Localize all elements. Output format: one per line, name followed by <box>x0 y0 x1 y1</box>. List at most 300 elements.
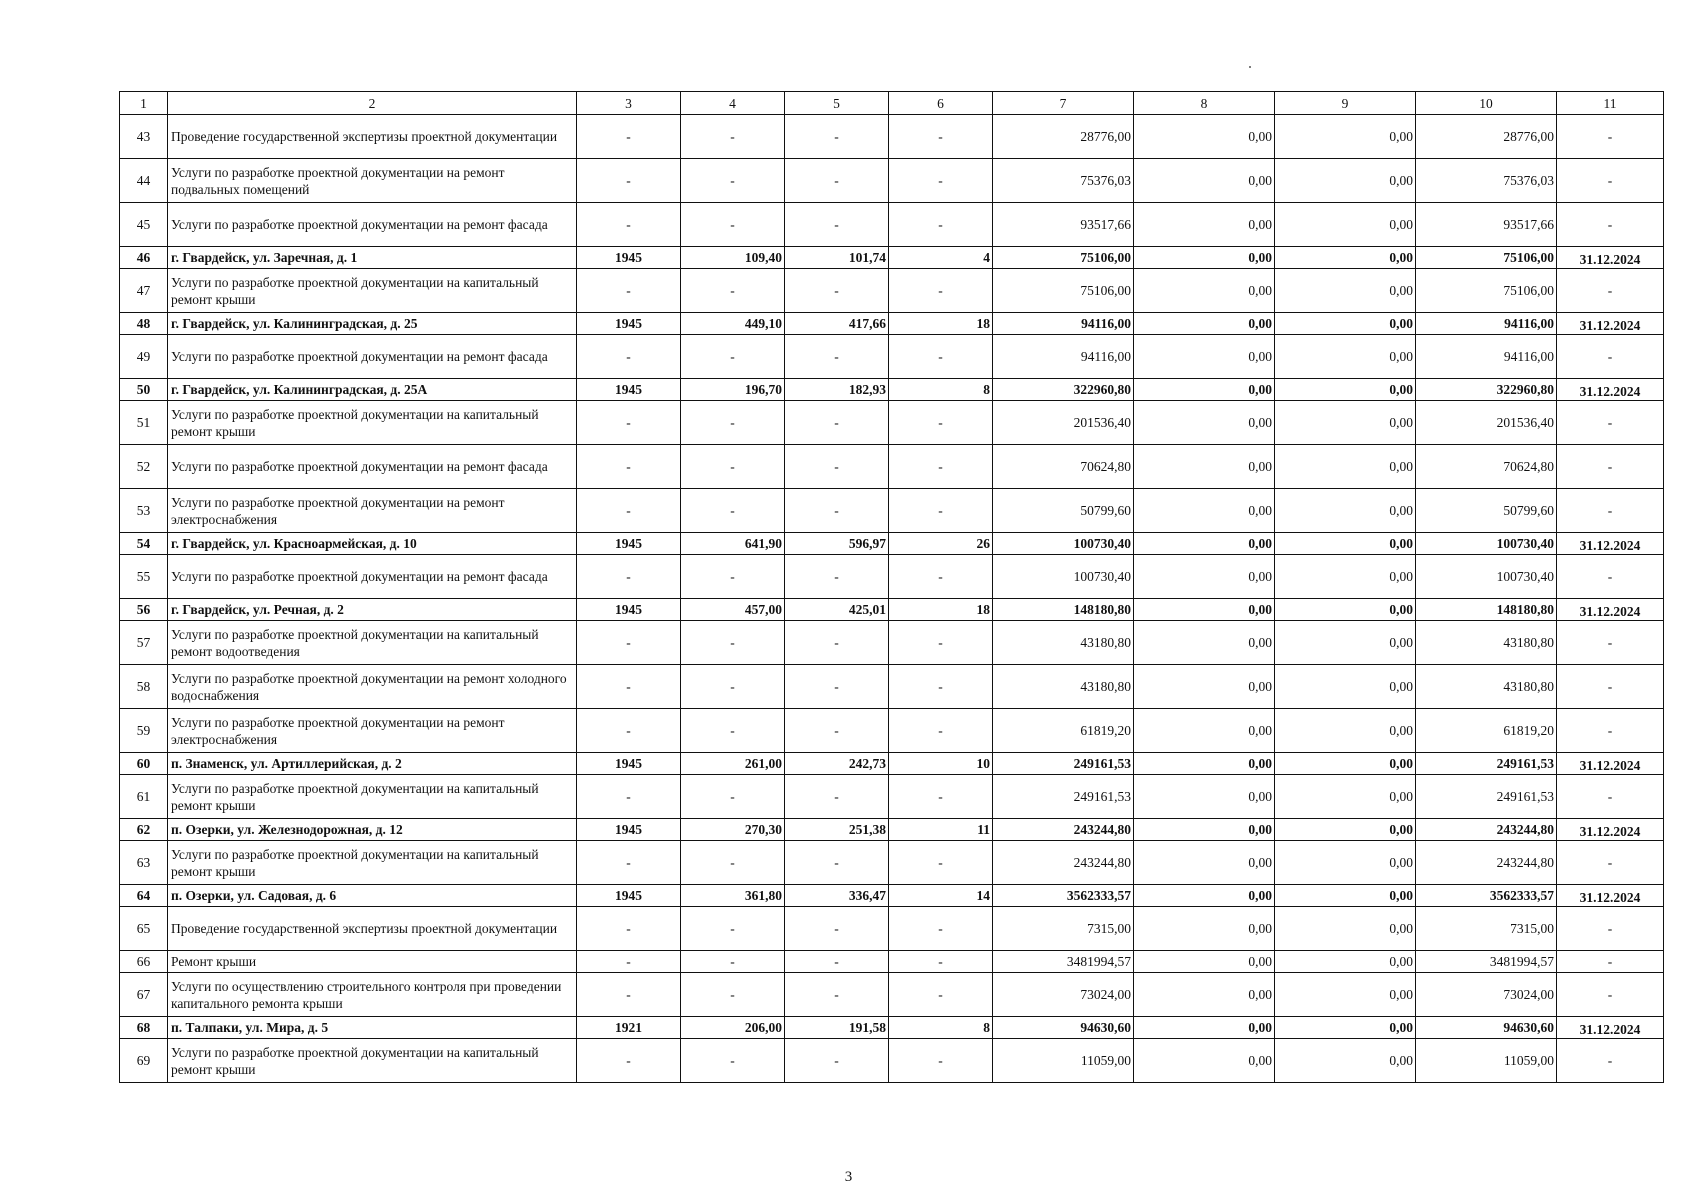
deadline-cell: 31.12.2024 <box>1557 313 1664 335</box>
fund-owners-cell: 7315,00 <box>1416 907 1557 951</box>
fund-owners-cell: 322960,80 <box>1416 379 1557 401</box>
fund-regional-cell: 0,00 <box>1275 819 1416 841</box>
area-living-cell: - <box>785 203 889 247</box>
deadline-cell: 31.12.2024 <box>1557 885 1664 907</box>
total-cost-cell: 243244,80 <box>993 841 1134 885</box>
deadline-cell: - <box>1557 401 1664 445</box>
residents-cell: 10 <box>889 753 993 775</box>
column-header: 2 <box>168 92 577 115</box>
area-living-cell: - <box>785 269 889 313</box>
address-row <box>120 533 1664 555</box>
area-living-cell: 336,47 <box>785 885 889 907</box>
residents-cell: - <box>889 489 993 533</box>
fund-federal-cell: 0,00 <box>1134 973 1275 1017</box>
fund-federal-cell: 0,00 <box>1134 1017 1275 1039</box>
service-row <box>120 555 1664 599</box>
fund-regional-cell: 0,00 <box>1275 973 1416 1017</box>
fund-owners-cell: 11059,00 <box>1416 1039 1557 1083</box>
area-total-cell: - <box>681 621 785 665</box>
row-number: 45 <box>120 203 168 247</box>
fund-regional-cell: 0,00 <box>1275 533 1416 555</box>
deadline-cell: - <box>1557 709 1664 753</box>
row-number: 63 <box>120 841 168 885</box>
deadline-cell: 31.12.2024 <box>1557 533 1664 555</box>
year-cell: 1945 <box>577 313 681 335</box>
year-cell: - <box>577 203 681 247</box>
row-name: г. Гвардейск, ул. Заречная, д. 1 <box>168 247 577 269</box>
year-cell: 1945 <box>577 885 681 907</box>
year-cell: - <box>577 775 681 819</box>
fund-regional-cell: 0,00 <box>1275 159 1416 203</box>
area-living-cell: - <box>785 951 889 973</box>
fund-federal-cell: 0,00 <box>1134 819 1275 841</box>
area-total-cell: - <box>681 489 785 533</box>
residents-cell: - <box>889 775 993 819</box>
year-cell: 1945 <box>577 599 681 621</box>
fund-federal-cell: 0,00 <box>1134 115 1275 159</box>
row-number: 46 <box>120 247 168 269</box>
fund-federal-cell: 0,00 <box>1134 709 1275 753</box>
area-total-cell: 449,10 <box>681 313 785 335</box>
deadline-cell: - <box>1557 269 1664 313</box>
fund-federal-cell: 0,00 <box>1134 489 1275 533</box>
fund-owners-cell: 75106,00 <box>1416 269 1557 313</box>
service-row <box>120 665 1664 709</box>
fund-federal-cell: 0,00 <box>1134 401 1275 445</box>
area-total-cell: - <box>681 951 785 973</box>
residents-cell: - <box>889 115 993 159</box>
area-total-cell: 109,40 <box>681 247 785 269</box>
fund-federal-cell: 0,00 <box>1134 1039 1275 1083</box>
fund-regional-cell: 0,00 <box>1275 203 1416 247</box>
fund-owners-cell: 43180,80 <box>1416 621 1557 665</box>
fund-owners-cell: 50799,60 <box>1416 489 1557 533</box>
residents-cell: - <box>889 335 993 379</box>
year-cell: - <box>577 709 681 753</box>
fund-owners-cell: 94116,00 <box>1416 335 1557 379</box>
area-total-cell: - <box>681 115 785 159</box>
total-cost-cell: 7315,00 <box>993 907 1134 951</box>
fund-owners-cell: 28776,00 <box>1416 115 1557 159</box>
scan-speck <box>1249 66 1251 68</box>
year-cell: - <box>577 445 681 489</box>
fund-owners-cell: 243244,80 <box>1416 841 1557 885</box>
total-cost-cell: 93517,66 <box>993 203 1134 247</box>
deadline-cell: - <box>1557 621 1664 665</box>
column-header: 3 <box>577 92 681 115</box>
deadline-cell: - <box>1557 489 1664 533</box>
row-name: Услуги по разработке проектной документации на капитальный ремонт крыши <box>168 775 577 819</box>
row-name: г. Гвардейск, ул. Калининградская, д. 25 <box>168 313 577 335</box>
fund-owners-cell: 70624,80 <box>1416 445 1557 489</box>
row-number: 61 <box>120 775 168 819</box>
year-cell: - <box>577 555 681 599</box>
area-total-cell: - <box>681 159 785 203</box>
area-total-cell: - <box>681 401 785 445</box>
row-number: 57 <box>120 621 168 665</box>
fund-federal-cell: 0,00 <box>1134 885 1275 907</box>
deadline-cell: - <box>1557 775 1664 819</box>
service-row <box>120 269 1664 313</box>
area-total-cell: - <box>681 973 785 1017</box>
year-cell: - <box>577 335 681 379</box>
area-living-cell: - <box>785 445 889 489</box>
total-cost-cell: 73024,00 <box>993 973 1134 1017</box>
residents-cell: - <box>889 555 993 599</box>
residents-cell: - <box>889 401 993 445</box>
total-cost-cell: 75106,00 <box>993 247 1134 269</box>
page-number: 3 <box>844 1169 853 1185</box>
row-name: Проведение государственной экспертизы проектной документации <box>168 115 577 159</box>
residents-cell: - <box>889 907 993 951</box>
row-number: 52 <box>120 445 168 489</box>
column-header: 5 <box>785 92 889 115</box>
fund-federal-cell: 0,00 <box>1134 907 1275 951</box>
fund-regional-cell: 0,00 <box>1275 115 1416 159</box>
area-total-cell: - <box>681 203 785 247</box>
row-number: 55 <box>120 555 168 599</box>
deadline-cell: 31.12.2024 <box>1557 599 1664 621</box>
residents-cell: 4 <box>889 247 993 269</box>
column-header: 8 <box>1134 92 1275 115</box>
row-name: Услуги по разработке проектной документации на капитальный ремонт крыши <box>168 401 577 445</box>
row-name: Ремонт крыши <box>168 951 577 973</box>
deadline-cell: - <box>1557 115 1664 159</box>
row-number: 69 <box>120 1039 168 1083</box>
total-cost-cell: 148180,80 <box>993 599 1134 621</box>
column-header: 6 <box>889 92 993 115</box>
area-total-cell: - <box>681 907 785 951</box>
fund-federal-cell: 0,00 <box>1134 665 1275 709</box>
fund-owners-cell: 249161,53 <box>1416 753 1557 775</box>
row-name: Услуги по разработке проектной документации на капитальный ремонт крыши <box>168 269 577 313</box>
address-row <box>120 753 1664 775</box>
row-name: Услуги по разработке проектной документации на капитальный ремонт крыши <box>168 1039 577 1083</box>
year-cell: 1921 <box>577 1017 681 1039</box>
fund-federal-cell: 0,00 <box>1134 621 1275 665</box>
area-total-cell: - <box>681 709 785 753</box>
service-row <box>120 775 1664 819</box>
area-living-cell: - <box>785 841 889 885</box>
row-name: г. Гвардейск, ул. Калининградская, д. 25А <box>168 379 577 401</box>
fund-regional-cell: 0,00 <box>1275 335 1416 379</box>
area-total-cell: - <box>681 269 785 313</box>
area-living-cell: 596,97 <box>785 533 889 555</box>
deadline-cell: - <box>1557 335 1664 379</box>
area-living-cell: 101,74 <box>785 247 889 269</box>
residents-cell: - <box>889 709 993 753</box>
row-name: Услуги по разработке проектной документации на капитальный ремонт крыши <box>168 841 577 885</box>
row-number: 47 <box>120 269 168 313</box>
deadline-cell: - <box>1557 203 1664 247</box>
deadline-cell: - <box>1557 973 1664 1017</box>
area-living-cell: - <box>785 159 889 203</box>
deadline-cell: 31.12.2024 <box>1557 753 1664 775</box>
area-living-cell: 182,93 <box>785 379 889 401</box>
row-name: Услуги по разработке проектной документации на ремонт фасада <box>168 335 577 379</box>
area-total-cell: 457,00 <box>681 599 785 621</box>
row-name: Услуги по разработке проектной документации на ремонт подвальных помещений <box>168 159 577 203</box>
fund-regional-cell: 0,00 <box>1275 907 1416 951</box>
column-header: 11 <box>1557 92 1664 115</box>
residents-cell: - <box>889 159 993 203</box>
residents-cell: - <box>889 203 993 247</box>
year-cell: - <box>577 115 681 159</box>
area-living-cell: 191,58 <box>785 1017 889 1039</box>
row-name: Услуги по разработке проектной документации на ремонт фасада <box>168 203 577 247</box>
area-total-cell: - <box>681 841 785 885</box>
residents-cell: - <box>889 621 993 665</box>
area-living-cell: - <box>785 555 889 599</box>
row-number: 51 <box>120 401 168 445</box>
row-number: 65 <box>120 907 168 951</box>
area-living-cell: - <box>785 775 889 819</box>
deadline-cell: - <box>1557 1039 1664 1083</box>
residents-cell: - <box>889 1039 993 1083</box>
column-header: 9 <box>1275 92 1416 115</box>
year-cell: - <box>577 951 681 973</box>
area-living-cell: 251,38 <box>785 819 889 841</box>
total-cost-cell: 43180,80 <box>993 665 1134 709</box>
year-cell: 1945 <box>577 819 681 841</box>
fund-federal-cell: 0,00 <box>1134 269 1275 313</box>
total-cost-cell: 322960,80 <box>993 379 1134 401</box>
total-cost-cell: 75376,03 <box>993 159 1134 203</box>
area-living-cell: 242,73 <box>785 753 889 775</box>
row-name: Услуги по разработке проектной документации на ремонт электроснабжения <box>168 709 577 753</box>
row-number: 54 <box>120 533 168 555</box>
year-cell: - <box>577 665 681 709</box>
deadline-cell: 31.12.2024 <box>1557 819 1664 841</box>
fund-federal-cell: 0,00 <box>1134 775 1275 819</box>
fund-owners-cell: 73024,00 <box>1416 973 1557 1017</box>
repair-program-table <box>119 91 1664 1083</box>
residents-cell: 18 <box>889 599 993 621</box>
area-living-cell: 417,66 <box>785 313 889 335</box>
residents-cell: - <box>889 841 993 885</box>
fund-regional-cell: 0,00 <box>1275 313 1416 335</box>
fund-regional-cell: 0,00 <box>1275 753 1416 775</box>
fund-owners-cell: 243244,80 <box>1416 819 1557 841</box>
address-row <box>120 1017 1664 1039</box>
row-number: 60 <box>120 753 168 775</box>
residents-cell: 11 <box>889 819 993 841</box>
row-name: п. Талпаки, ул. Мира, д. 5 <box>168 1017 577 1039</box>
fund-federal-cell: 0,00 <box>1134 247 1275 269</box>
residents-cell: - <box>889 973 993 1017</box>
area-total-cell: 196,70 <box>681 379 785 401</box>
row-name: Услуги по разработке проектной документации на ремонт электроснабжения <box>168 489 577 533</box>
service-row <box>120 445 1664 489</box>
total-cost-cell: 61819,20 <box>993 709 1134 753</box>
area-living-cell: - <box>785 621 889 665</box>
year-cell: 1945 <box>577 379 681 401</box>
row-number: 59 <box>120 709 168 753</box>
column-header: 1 <box>120 92 168 115</box>
deadline-cell: - <box>1557 159 1664 203</box>
fund-regional-cell: 0,00 <box>1275 1039 1416 1083</box>
total-cost-cell: 249161,53 <box>993 775 1134 819</box>
year-cell: - <box>577 489 681 533</box>
residents-cell: 26 <box>889 533 993 555</box>
column-header: 10 <box>1416 92 1557 115</box>
fund-regional-cell: 0,00 <box>1275 775 1416 819</box>
year-cell: - <box>577 1039 681 1083</box>
address-row <box>120 885 1664 907</box>
fund-owners-cell: 75106,00 <box>1416 247 1557 269</box>
row-number: 43 <box>120 115 168 159</box>
service-row <box>120 951 1664 973</box>
year-cell: - <box>577 159 681 203</box>
row-name: Услуги по разработке проектной документации на капитальный ремонт водоотведения <box>168 621 577 665</box>
fund-owners-cell: 94630,60 <box>1416 1017 1557 1039</box>
column-header: 4 <box>681 92 785 115</box>
row-name: г. Гвардейск, ул. Речная, д. 2 <box>168 599 577 621</box>
deadline-cell: - <box>1557 665 1664 709</box>
year-cell: 1945 <box>577 247 681 269</box>
total-cost-cell: 100730,40 <box>993 533 1134 555</box>
service-row <box>120 709 1664 753</box>
total-cost-cell: 3562333,57 <box>993 885 1134 907</box>
row-number: 49 <box>120 335 168 379</box>
deadline-cell: - <box>1557 445 1664 489</box>
area-total-cell: 206,00 <box>681 1017 785 1039</box>
area-total-cell: - <box>681 665 785 709</box>
fund-owners-cell: 249161,53 <box>1416 775 1557 819</box>
area-living-cell: - <box>785 401 889 445</box>
row-number: 62 <box>120 819 168 841</box>
address-row <box>120 819 1664 841</box>
deadline-cell: 31.12.2024 <box>1557 1017 1664 1039</box>
row-number: 56 <box>120 599 168 621</box>
residents-cell: 8 <box>889 379 993 401</box>
area-living-cell: - <box>785 709 889 753</box>
address-row <box>120 247 1664 269</box>
fund-federal-cell: 0,00 <box>1134 841 1275 885</box>
fund-owners-cell: 100730,40 <box>1416 555 1557 599</box>
service-row <box>120 489 1664 533</box>
year-cell: - <box>577 907 681 951</box>
row-number: 48 <box>120 313 168 335</box>
deadline-cell: 31.12.2024 <box>1557 247 1664 269</box>
area-total-cell: - <box>681 335 785 379</box>
area-total-cell: - <box>681 555 785 599</box>
deadline-cell: - <box>1557 555 1664 599</box>
deadline-cell: 31.12.2024 <box>1557 379 1664 401</box>
area-total-cell: 361,80 <box>681 885 785 907</box>
fund-regional-cell: 0,00 <box>1275 621 1416 665</box>
fund-regional-cell: 0,00 <box>1275 1017 1416 1039</box>
row-number: 64 <box>120 885 168 907</box>
year-cell: - <box>577 269 681 313</box>
service-row <box>120 115 1664 159</box>
fund-owners-cell: 43180,80 <box>1416 665 1557 709</box>
area-total-cell: - <box>681 445 785 489</box>
service-row <box>120 621 1664 665</box>
area-total-cell: 261,00 <box>681 753 785 775</box>
total-cost-cell: 94116,00 <box>993 313 1134 335</box>
fund-federal-cell: 0,00 <box>1134 379 1275 401</box>
row-name: п. Знаменск, ул. Артиллерийская, д. 2 <box>168 753 577 775</box>
row-number: 66 <box>120 951 168 973</box>
year-cell: - <box>577 401 681 445</box>
total-cost-cell: 70624,80 <box>993 445 1134 489</box>
fund-regional-cell: 0,00 <box>1275 379 1416 401</box>
total-cost-cell: 50799,60 <box>993 489 1134 533</box>
area-living-cell: - <box>785 1039 889 1083</box>
row-number: 68 <box>120 1017 168 1039</box>
row-name: Услуги по разработке проектной документации на ремонт фасада <box>168 445 577 489</box>
service-row <box>120 973 1664 1017</box>
total-cost-cell: 94630,60 <box>993 1017 1134 1039</box>
residents-cell: - <box>889 445 993 489</box>
address-row <box>120 599 1664 621</box>
service-row <box>120 203 1664 247</box>
fund-federal-cell: 0,00 <box>1134 951 1275 973</box>
area-living-cell: - <box>785 907 889 951</box>
fund-federal-cell: 0,00 <box>1134 159 1275 203</box>
fund-federal-cell: 0,00 <box>1134 599 1275 621</box>
area-living-cell: 425,01 <box>785 599 889 621</box>
area-total-cell: - <box>681 775 785 819</box>
row-number: 44 <box>120 159 168 203</box>
total-cost-cell: 3481994,57 <box>993 951 1134 973</box>
service-row <box>120 907 1664 951</box>
fund-federal-cell: 0,00 <box>1134 335 1275 379</box>
fund-federal-cell: 0,00 <box>1134 445 1275 489</box>
area-living-cell: - <box>785 335 889 379</box>
year-cell: - <box>577 621 681 665</box>
row-number: 58 <box>120 665 168 709</box>
fund-regional-cell: 0,00 <box>1275 951 1416 973</box>
year-cell: 1945 <box>577 533 681 555</box>
total-cost-cell: 43180,80 <box>993 621 1134 665</box>
residents-cell: 18 <box>889 313 993 335</box>
fund-owners-cell: 94116,00 <box>1416 313 1557 335</box>
fund-owners-cell: 93517,66 <box>1416 203 1557 247</box>
service-row <box>120 1039 1664 1083</box>
row-name: Услуги по разработке проектной документации на ремонт фасада <box>168 555 577 599</box>
deadline-cell: - <box>1557 907 1664 951</box>
fund-owners-cell: 201536,40 <box>1416 401 1557 445</box>
row-name: Услуги по разработке проектной документации на ремонт холодного водоснабжения <box>168 665 577 709</box>
fund-federal-cell: 0,00 <box>1134 533 1275 555</box>
residents-cell: - <box>889 269 993 313</box>
fund-federal-cell: 0,00 <box>1134 203 1275 247</box>
residents-cell: - <box>889 665 993 709</box>
row-name: г. Гвардейск, ул. Красноармейская, д. 10 <box>168 533 577 555</box>
row-name: Проведение государственной экспертизы проектной документации <box>168 907 577 951</box>
address-row <box>120 379 1664 401</box>
fund-regional-cell: 0,00 <box>1275 841 1416 885</box>
fund-regional-cell: 0,00 <box>1275 555 1416 599</box>
fund-federal-cell: 0,00 <box>1134 313 1275 335</box>
area-total-cell: 641,90 <box>681 533 785 555</box>
fund-regional-cell: 0,00 <box>1275 709 1416 753</box>
area-total-cell: - <box>681 1039 785 1083</box>
row-name: п. Озерки, ул. Железнодорожная, д. 12 <box>168 819 577 841</box>
column-header: 7 <box>993 92 1134 115</box>
total-cost-cell: 249161,53 <box>993 753 1134 775</box>
fund-owners-cell: 61819,20 <box>1416 709 1557 753</box>
fund-owners-cell: 100730,40 <box>1416 533 1557 555</box>
deadline-cell: - <box>1557 841 1664 885</box>
service-row <box>120 401 1664 445</box>
residents-cell: 8 <box>889 1017 993 1039</box>
residents-cell: 14 <box>889 885 993 907</box>
total-cost-cell: 94116,00 <box>993 335 1134 379</box>
fund-regional-cell: 0,00 <box>1275 665 1416 709</box>
